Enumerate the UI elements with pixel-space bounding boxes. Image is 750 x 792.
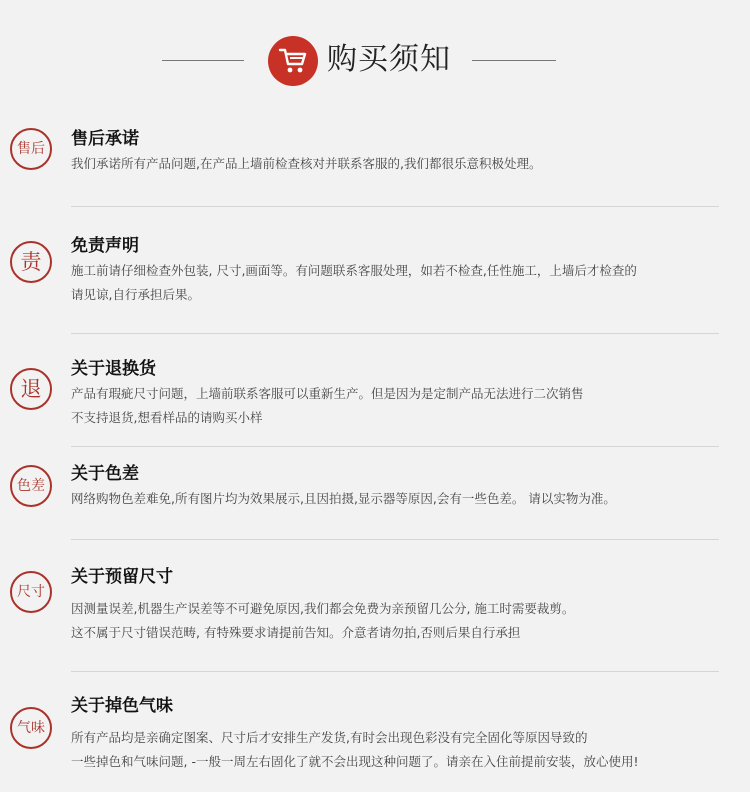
odor-badge: 气味: [10, 707, 52, 749]
returns-badge: 退: [10, 368, 52, 410]
header: [0, 0, 750, 120]
header-left-line: [162, 60, 244, 61]
item-text-line: 请见谅,自行承担后果。: [71, 287, 200, 302]
item-text-line: 一些掉色和气味问题, -一般一周左右固化了就不会出现这种问题了。请亲在入住前提前安装，放心使用!: [71, 754, 639, 769]
item-title: 关于预留尺寸: [71, 567, 173, 587]
item-text-line: 网络购物色差难免,所有图片均为效果展示,且因拍摄,显示器等原因,会有一些色差。 请以实物为准。: [71, 491, 616, 506]
color-difference-badge: 色差: [10, 465, 52, 507]
cart-icon: [268, 36, 318, 86]
divider: [71, 671, 719, 672]
divider: [71, 206, 719, 207]
disclaimer-badge: 责: [10, 241, 52, 283]
item-text-line: 施工前请仔细检查外包装, 尺寸,画面等。有问题联系客服处理，如若不检查,任性施工，上墙后才检查的: [71, 263, 637, 278]
item-title: 关于掉色气味: [71, 696, 173, 716]
item-text-line: 所有产品均是亲确定图案、尺寸后才安排生产发货,有时会出现色彩没有完全固化等原因导致的: [71, 730, 588, 745]
item-text-line: 因测量误差,机器生产误差等不可避免原因,我们都会免费为亲预留几公分, 施工时需要裁剪。: [71, 601, 575, 616]
reserved-size-badge: 尺寸: [10, 571, 52, 613]
header-right-line: [472, 60, 556, 61]
divider: [71, 333, 719, 334]
page-title: 购买须知: [327, 42, 451, 77]
item-text-line: 我们承诺所有产品问题,在产品上墙前检查核对并联系客服的,我们都很乐意积极处理。: [71, 156, 542, 171]
item-text-line: 产品有瑕疵尺寸问题，上墙前联系客服可以重新生产。但是因为是定制产品无法进行二次销售: [71, 386, 584, 401]
item-text-line: 这不属于尺寸错误范畴, 有特殊要求请提前告知。介意者请勿拍,否则后果自行承担: [71, 625, 521, 640]
divider: [71, 446, 719, 447]
item-title: 免责声明: [71, 236, 139, 256]
item-title: 关于退换货: [71, 359, 156, 379]
after-sales-badge: 售后: [10, 128, 52, 170]
item-title: 关于色差: [71, 464, 139, 484]
divider: [71, 539, 719, 540]
item-text-line: 不支持退货,想看样品的请购买小样: [71, 410, 263, 425]
item-title: 售后承诺: [71, 129, 139, 149]
